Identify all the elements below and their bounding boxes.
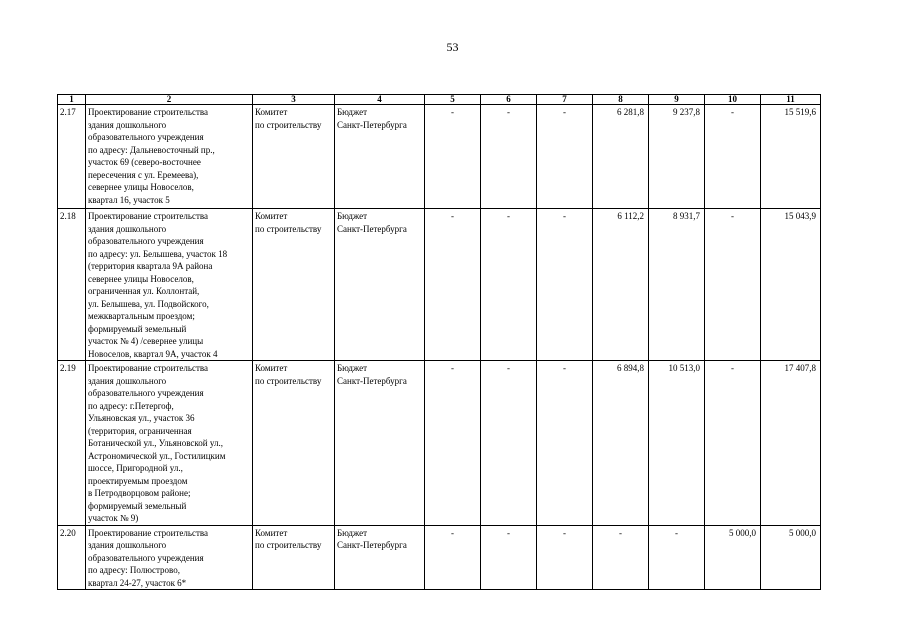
project-description: Проектирование строительства здания дошкольного образовательного учреждения по адресу: ул. Белышева, участок 18 (территория квартала 9А района севернее улицы Новоселов, ограниченная ул. Коллонтай, ул. Белышева, ул. Подвойского, межквартальным проездом; формируемый земельный участок № 4) /севернее улицы Новоселов, квартал 9А, участок 4	[86, 209, 253, 361]
budget-table	[57, 94, 821, 590]
table-row	[58, 525, 821, 590]
table-row	[58, 209, 821, 361]
header-row	[58, 95, 821, 105]
table-row	[58, 105, 821, 209]
funding-source: Бюджет Санкт-Петербурга	[335, 525, 425, 590]
header-cell: 7	[537, 95, 593, 105]
row-number: 2.19	[58, 361, 86, 526]
header-cell: 11	[761, 95, 821, 105]
value-col6: -	[481, 525, 537, 590]
funding-source: Бюджет Санкт-Петербурга	[335, 105, 425, 209]
header-cell: 2	[86, 95, 253, 105]
value-col9: -	[649, 525, 705, 590]
project-description: Проектирование строительства здания дошкольного образовательного учреждения по адресу: г.Петергоф, Ульяновская ул., участок 36 (территория, ограниченная Ботанической ул., Ульяновской ул., Астрономической ул., Гостилицким шоссе, Пригородной ул., проектируемым проездом в Петродворцовом районе; формируемый земельный участок № 9)	[86, 361, 253, 526]
value-col7: -	[537, 209, 593, 361]
header-cell: 6	[481, 95, 537, 105]
value-col10: 5 000,0	[705, 525, 761, 590]
value-col6: -	[481, 361, 537, 526]
value-col11: 5 000,0	[761, 525, 821, 590]
responsible-org: Комитет по строительству	[253, 105, 335, 209]
value-col11: 17 407,8	[761, 361, 821, 526]
project-description: Проектирование строительства здания дошкольного образовательного учреждения по адресу: Полюстрово, квартал 24-27, участок 6*	[86, 525, 253, 590]
value-col7: -	[537, 361, 593, 526]
header-cell: 5	[425, 95, 481, 105]
project-description: Проектирование строительства здания дошкольного образовательного учреждения по адресу: Дальневосточный пр., участок 69 (северо-восточнее пересечения с ул. Еремеева), севернее улицы Новоселов, квартал 16, участок 5	[86, 105, 253, 209]
responsible-org: Комитет по строительству	[253, 525, 335, 590]
value-col10: -	[705, 209, 761, 361]
value-col6: -	[481, 105, 537, 209]
funding-source: Бюджет Санкт-Петербурга	[335, 209, 425, 361]
value-col8: 6 112,2	[593, 209, 649, 361]
row-number: 2.17	[58, 105, 86, 209]
value-col5: -	[425, 525, 481, 590]
value-col8: 6 894,8	[593, 361, 649, 526]
value-col8: -	[593, 525, 649, 590]
value-col8: 6 281,8	[593, 105, 649, 209]
value-col10: -	[705, 105, 761, 209]
responsible-org: Комитет по строительству	[253, 209, 335, 361]
value-col10: -	[705, 361, 761, 526]
value-col11: 15 043,9	[761, 209, 821, 361]
value-col7: -	[537, 105, 593, 209]
row-number: 2.20	[58, 525, 86, 590]
table-row	[58, 361, 821, 526]
page-number: 53	[446, 40, 459, 54]
header-cell: 10	[705, 95, 761, 105]
row-number: 2.18	[58, 209, 86, 361]
header-cell: 4	[335, 95, 425, 105]
value-col5: -	[425, 209, 481, 361]
header-cell: 1	[58, 95, 86, 105]
header-cell: 9	[649, 95, 705, 105]
funding-source: Бюджет Санкт-Петербурга	[335, 361, 425, 526]
value-col9: 9 237,8	[649, 105, 705, 209]
header-cell: 8	[593, 95, 649, 105]
value-col11: 15 519,6	[761, 105, 821, 209]
value-col9: 8 931,7	[649, 209, 705, 361]
header-cell: 3	[253, 95, 335, 105]
responsible-org: Комитет по строительству	[253, 361, 335, 526]
value-col6: -	[481, 209, 537, 361]
value-col7: -	[537, 525, 593, 590]
value-col5: -	[425, 361, 481, 526]
value-col5: -	[425, 105, 481, 209]
value-col9: 10 513,0	[649, 361, 705, 526]
